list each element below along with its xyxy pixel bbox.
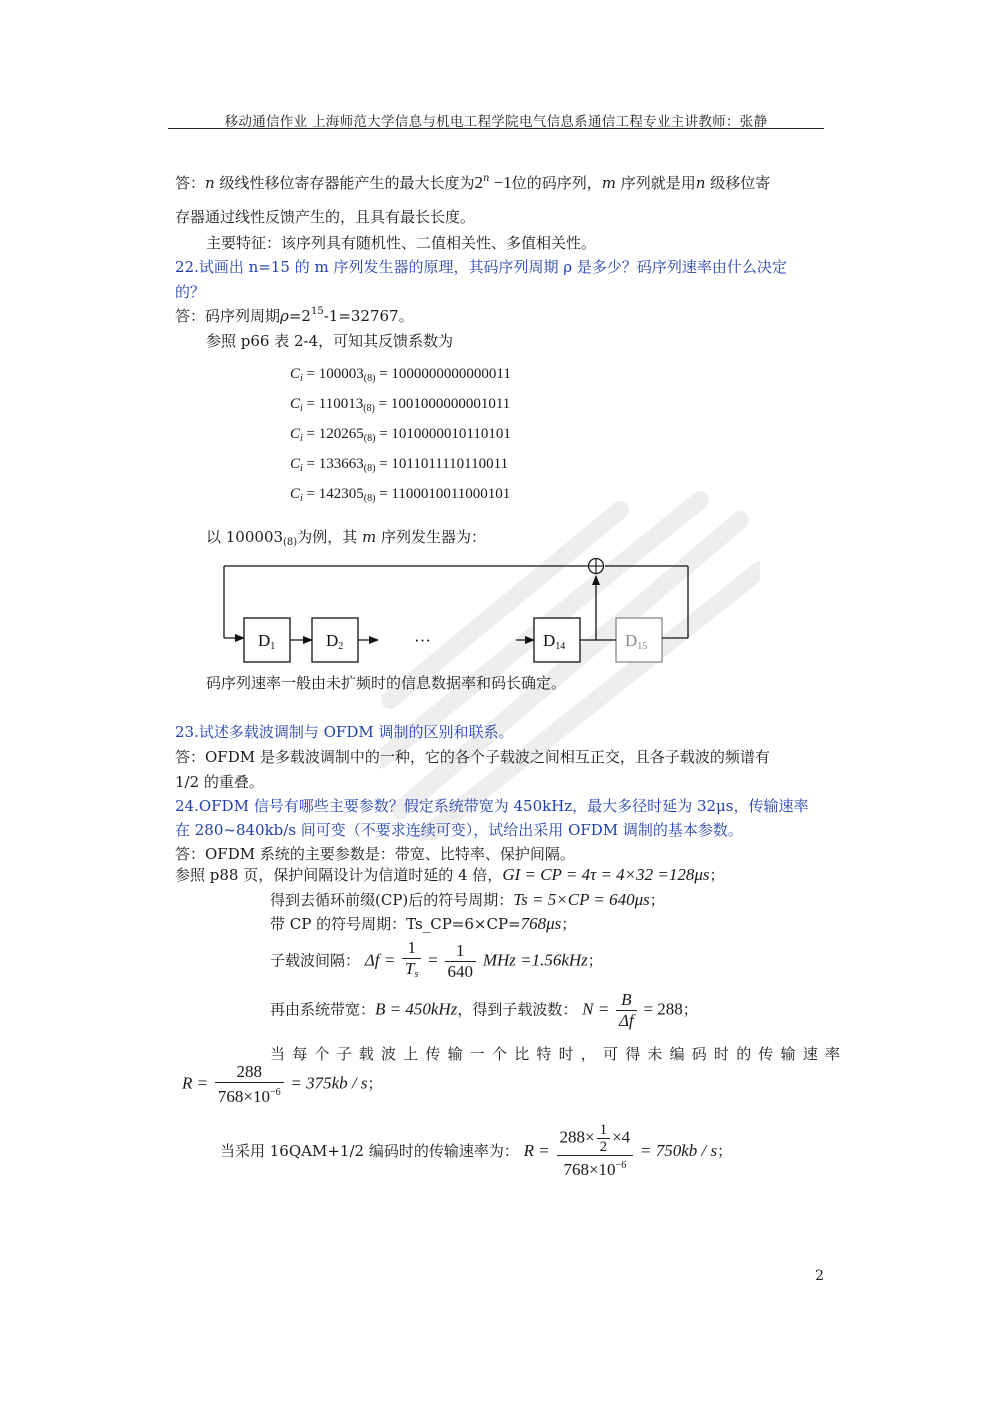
answer-22-period: 答：码序列周期$\rho=2^{15}-1=32767$。 xyxy=(175,306,414,325)
answer-22-reference: 参照 p66 表 2-4，可知其反馈系数为 xyxy=(206,332,454,350)
question-24-line-1: 24.OFDM 信号有哪些主要参数？假定系统带宽为 450kHz，最大多径时延为 32μs，传输速率 xyxy=(175,797,809,815)
page-number: 2 xyxy=(815,1268,824,1284)
coefficient-row: $C_i = 133663_{(8)} = 1011011110110011$ xyxy=(290,456,509,474)
coefficient-row: $C_i = 110013_{(8)} = 1001000000001011$ xyxy=(290,396,511,414)
answer-21-features: 主要特征：该序列具有随机性、二值相关性、多值相关性。 xyxy=(206,234,597,252)
answer-24-symbol-period: 得到去循环前缀(CP)后的符号周期：Ts = 5×CP = 640μs； xyxy=(270,890,665,909)
answer-24-rate-uncoded: R = $\frac{288}{768\times 10^{-6}}$ = 375kb / s； xyxy=(182,1062,383,1106)
answer-23-line-2: 1/2 的重叠。 xyxy=(175,773,264,791)
register-d15 xyxy=(616,618,662,662)
m-sequence-generator-diagram xyxy=(210,552,700,674)
question-23: 23.试述多载波调制与 OFDM 调制的区别和联系。 xyxy=(175,723,514,741)
answer-24-subcarrier-count: 再由系统带宽：B = 450kHz，得到子载波数： N = $\frac{B}{\Delta f}$ = 288； xyxy=(270,990,698,1030)
answer-21-line-1: 答：n 级线性移位寄存器能产生的最大长度为$2^n -1$位的码序列，m 序列就是用n 级移位寄 xyxy=(175,173,771,192)
answer-24-rate-16qam: 当采用 16QAM+1/2 编码时的传输速率为： R = 288× $\frac{1}{2}$ ×4 $768\times 10^{-6}$ = 750kb / s； xyxy=(220,1122,733,1179)
question-22-line-2: 的？ xyxy=(175,283,206,301)
header-rule xyxy=(168,128,824,129)
answer-24-symbol-period-cp: 带 CP 的符号周期：Ts_CP=6×CP=768μs； xyxy=(270,914,577,933)
register-label: D2 xyxy=(326,631,344,652)
question-22-line-1: 22.试画出 n=15 的 m 序列发生器的原理，其码序列周期 ρ 是多少？码序列速率由什么决定 xyxy=(175,258,787,276)
answer-24-rate-uncoded-label: 当每个子载波上传输一个比特时，可得未编码时的传输速率 xyxy=(270,1045,848,1063)
answer-24-subcarrier-spacing: 子载波间隔： Δf = $\frac{1}{T_s}$ = $\frac{1}{640}$ MHz =1.56kHz； xyxy=(270,938,603,985)
register-label: D1 xyxy=(258,631,276,652)
answer-24-guard-interval: 参照 p88 页，保护间隔设计为信道时延的 4 倍，GI = CP = 4τ = 4×32 =128μs； xyxy=(175,865,725,884)
register-label: D14 xyxy=(543,631,566,652)
register-label: D15 xyxy=(625,631,648,652)
question-24-line-2: 在 280~840kb/s 间可变（不要求连续可变），试给出采用 OFDM 调制的基本参数。 xyxy=(175,821,743,839)
rate-note: 码序列速率一般由未扩频时的信息数据率和码长确定。 xyxy=(206,674,567,692)
page-header: 移动通信作业 上海师范大学信息与机电工程学院电气信息系通信工程专业主讲教师：张静 xyxy=(224,114,768,130)
example-intro: 以 $100003_{(8)}$为例，其 m 序列发生器为： xyxy=(206,528,486,548)
answer-23-line-1: 答：OFDM 是多载波调制中的一种，它的各个子载波之间相互正交，且各子载波的频谱有 xyxy=(175,748,770,766)
coefficient-row: $C_i = 100003_{(8)} = 1000000000000011$ xyxy=(290,366,511,384)
answer-21-line-2: 存器通过线性反馈产生的，且具有最长长度。 xyxy=(175,208,476,226)
coefficient-row: $C_i = 120265_{(8)} = 1010000010110101$ xyxy=(290,426,511,444)
coefficient-row: $C_i = 142305_{(8)} = 1100010011000101$ xyxy=(290,486,511,504)
ellipsis: ··· xyxy=(414,631,431,650)
register-d14 xyxy=(534,618,580,662)
answer-24-params: 答：OFDM 系统的主要参数是：带宽、比特率、保护间隔。 xyxy=(175,845,575,863)
